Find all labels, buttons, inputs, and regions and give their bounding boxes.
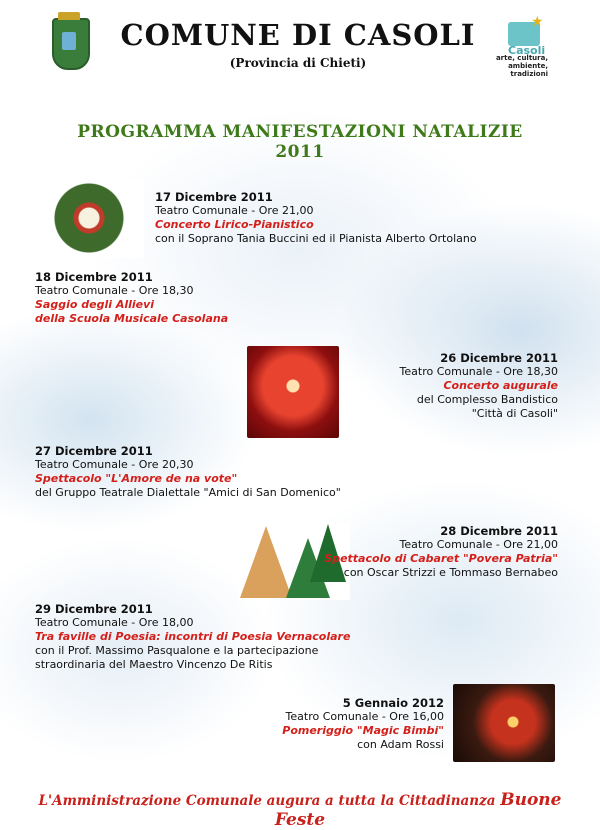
event-title: Pomeriggio "Magic Bimbi": [282, 724, 444, 737]
event-detail: "Città di Casoli": [471, 407, 558, 420]
event-date: 28 Dicembre 2011: [440, 524, 558, 538]
event-detail: con il Prof. Massimo Pasqualone e la partecipazione: [35, 644, 319, 657]
event-27-dicembre: [35, 444, 455, 500]
star-icon: ★: [531, 14, 544, 30]
footer-greeting: [22, 790, 578, 830]
event-date: 27 Dicembre 2011: [35, 444, 153, 458]
event-detail: con Adam Rossi: [357, 738, 444, 751]
event-title: Tra faville di Poesia: incontri di Poesia Vernacolare: [35, 630, 351, 643]
event-detail: con Oscar Strizzi e Tommaso Bernabeo: [343, 566, 558, 579]
event-place: Teatro Comunale - Ore 21,00: [155, 204, 314, 217]
event-detail: del Complesso Bandistico: [416, 393, 558, 406]
page-title: COMUNE DI CASOLI: [120, 18, 476, 52]
event-place: Teatro Comunale - Ore 18,00: [35, 616, 194, 629]
footer-text: L'Amministrazione Comunale augura a tutta la Cittadinanza: [38, 793, 496, 809]
event-detail: straordinaria del Maestro Vincenzo De Ritis: [35, 658, 273, 671]
event-28-dicembre: [300, 524, 558, 580]
program-title: PROGRAMMA MANIFESTAZIONI NATALIZIE 2011: [77, 122, 523, 162]
event-place: Teatro Comunale - Ore 18,30: [399, 365, 558, 378]
logo-tagline: arte, cultura, ambiente, tradizioni: [495, 54, 548, 78]
event-date: 17 Dicembre 2011: [155, 190, 273, 204]
christmas-candles-image: [453, 684, 555, 762]
advent-wreath-image: [34, 178, 144, 258]
event-place: Teatro Comunale - Ore 21,00: [399, 538, 558, 551]
event-detail: del Gruppo Teatrale Dialettale "Amici di San Domenico": [35, 486, 341, 499]
page-subtitle: (Provincia di Chieti): [229, 56, 367, 70]
event-title: Saggio degli Allievi: [35, 298, 155, 311]
comune-crest-icon: [52, 18, 90, 70]
logo-text: Casoli: [508, 44, 546, 57]
event-29-dicembre: [35, 602, 475, 672]
event-place: Teatro Comunale - Ore 20,30: [35, 458, 194, 471]
event-17-dicembre: [155, 190, 575, 246]
event-date: 18 Dicembre 2011: [35, 270, 153, 284]
event-title: Spettacolo "L'Amore de na vote": [35, 472, 238, 485]
event-place: Teatro Comunale - Ore 16,00: [285, 710, 444, 723]
event-detail: con il Soprano Tania Buccini ed il Pianista Alberto Ortolano: [155, 232, 477, 245]
event-title: Concerto augurale: [443, 379, 558, 392]
event-26-dicembre: [350, 351, 558, 421]
christmas-tree-image: [247, 346, 339, 438]
footer-highlight: Buone Feste: [274, 790, 562, 830]
event-place: Teatro Comunale - Ore 18,30: [35, 284, 194, 297]
event-title: Spettacolo di Cabaret "Povera Patria": [324, 552, 558, 565]
event-date: 26 Dicembre 2011: [440, 351, 558, 365]
event-date: 5 Gennaio 2012: [342, 696, 444, 710]
event-title: Concerto Lirico-Pianistico: [155, 218, 314, 231]
event-date: 29 Dicembre 2011: [35, 602, 153, 616]
event-title: della Scuola Musicale Casolana: [35, 312, 229, 325]
event-5-gennaio: [240, 696, 444, 752]
event-18-dicembre: [35, 270, 455, 326]
